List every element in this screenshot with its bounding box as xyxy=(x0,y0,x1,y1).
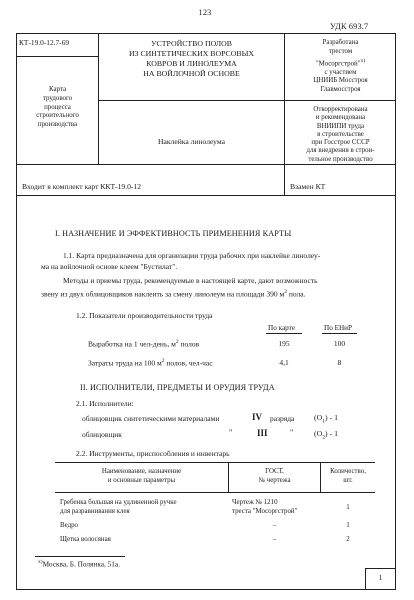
performer-1-rank: IV xyxy=(252,412,263,422)
performer-2-code: $(O_2) - 1$ xyxy=(314,429,338,441)
ditto-mark-2: " xyxy=(290,428,294,437)
table-row: Щетка волосяная xyxy=(60,536,111,543)
ditto-mark: " xyxy=(229,428,233,437)
indicators-title: 1.2. Показатели производительности труда xyxy=(76,311,213,320)
section-2-heading: II. ИСПОЛНИТЕЛИ, ПРЕДМЕТЫ И ОРУДИЯ ТРУДА xyxy=(80,383,275,392)
included-in-set: Входит в комплект карт ККТ-19.0-12 xyxy=(22,182,142,191)
section-1-heading: I. НАЗНАЧЕНИЕ И ЭФФЕКТИВНОСТЬ ПРИМЕНЕНИЯ КАРТЫ xyxy=(55,229,292,238)
footnote: $^{x)}$Москва, Б. Полянка, 51а. xyxy=(38,559,120,569)
col-by-enir: По ЕНиР xyxy=(324,324,353,332)
table-cell-gost: – xyxy=(272,536,277,543)
output-by-card: 195 xyxy=(278,339,290,348)
card-title: УСТРОЙСТВО ПОЛОВ ИЗ СИНТЕТИЧЕСКИХ ВОРСОВЫХ КОВРОВ И ЛИНОЛЕУМА НА ВОЙЛОЧНОЙ ОСНОВЕ xyxy=(128,39,255,78)
correction-info: Откорректирована и рекомендована ВНИИПИ труда в строительстве при Госстрое СССР для внедрения в строи- тельное производство xyxy=(306,106,375,163)
labor-by-enir: 8 xyxy=(337,358,342,367)
card-type-label: Карта трудового процесса строительного производства xyxy=(36,86,79,129)
table-header-qty: Количество, шт. xyxy=(330,468,366,484)
performers-title: 2.1. Исполнители: xyxy=(76,399,134,408)
col-by-card: По карте xyxy=(268,324,295,332)
table-cell-gost: Чертеж № 1210 треста "Мосоргстрой" xyxy=(232,499,298,515)
table-header-gost: ГОСТ, № чертежа xyxy=(258,468,291,484)
section-1-purpose: 1.1. Карта предназначена для организации труда рабочих при наклейке линолеу- ма на войлочной основе клеем "Бустилат". xyxy=(41,251,321,271)
table-row: Гребенка большая на удлиненной ручке для разравнивания клея xyxy=(60,499,177,515)
operation-name: Наклейка линолеума xyxy=(157,137,226,146)
sheet-number: 1 xyxy=(378,573,383,582)
performer-1: облицовщик синтетическими материалами xyxy=(82,414,220,423)
table-header-name: Наименование, назначение и основные параметры xyxy=(101,468,182,484)
developer-info: Разработана трестом "Мосоргстрой"$^{x)}$ с участием ЦНИИБ Мосстроя Главмосстроя xyxy=(313,39,368,94)
tools-title: 2.2. Инструменты, приспособления и инвентарь xyxy=(76,449,230,458)
output-by-enir: 100 xyxy=(333,339,346,348)
performer-2-rank: III xyxy=(257,428,268,438)
section-1-methods: Методы и приемы труда, рекомендуемые в настоящей карте, дают возможность звену из двух облицовщиков наклеить за смену линолеум на площади 390 $м^2$ пола. xyxy=(41,276,318,298)
performer-1-code: $(O_1) - 1$ xyxy=(314,413,338,425)
card-code: КТ-19.0-12.7-69 xyxy=(19,38,70,47)
page-number: 123 xyxy=(198,8,212,17)
performer-2: облицовщик xyxy=(82,430,122,439)
indicator-row-output: Выработка на 1 чел-день, $м^2$ полов xyxy=(88,339,200,349)
table-cell-qty: 2 xyxy=(346,536,350,543)
performer-1-rank-word: разряда xyxy=(270,414,295,423)
table-cell-qty: 1 xyxy=(346,504,350,511)
labor-by-card: 4,1 xyxy=(279,358,289,367)
udk-code: УДК 693.7 xyxy=(330,22,369,31)
table-cell-gost: – xyxy=(272,522,277,529)
indicator-row-labor: Затраты труда на 100 $м^2$ полов, чел-час xyxy=(88,358,213,368)
table-cell-qty: 1 xyxy=(346,522,350,529)
table-row: Ведро xyxy=(60,522,78,529)
replaces-card: Взамен КТ xyxy=(290,182,326,191)
footnote-rule xyxy=(35,556,125,557)
